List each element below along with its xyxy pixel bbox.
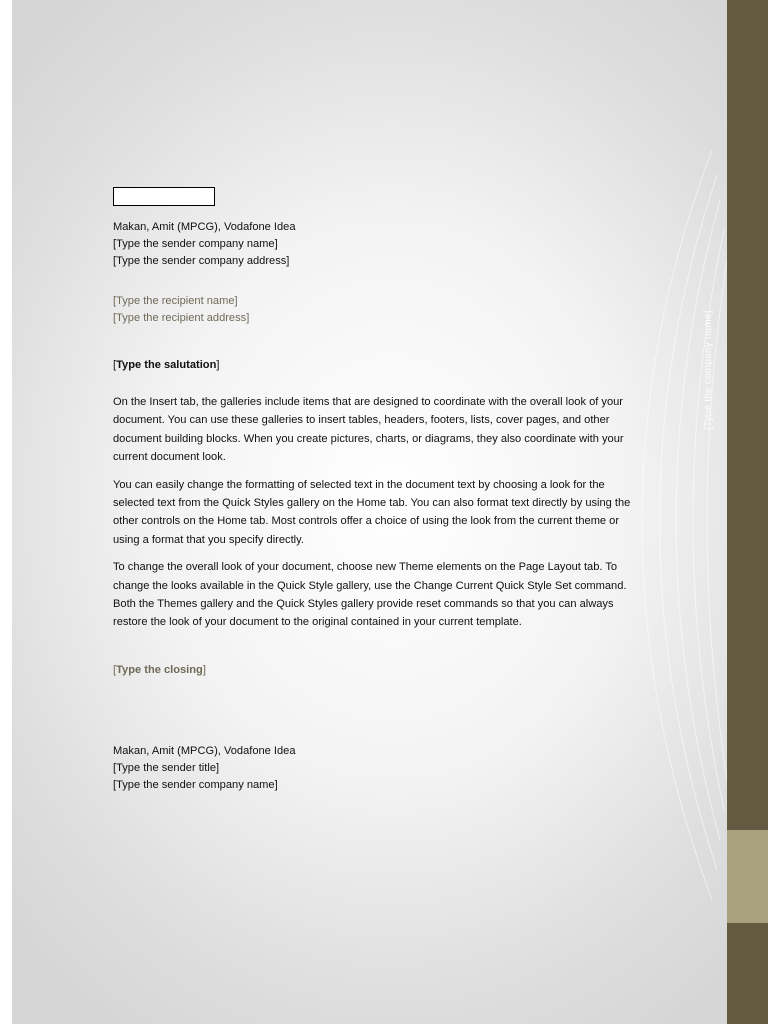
closing-text: Type the closing [116, 663, 203, 676]
body-paragraph[interactable]: On the Insert tab, the galleries include items that are designed to coordinate with the overall look of your document. You can use these galleries to insert tables, headers, footers, lists, cover pages, and other document building blocks. When you create pictures, charts, or diagrams, they also coordinate with your current document look. [113, 396, 624, 464]
recipient-block [113, 293, 633, 327]
salutation-open-bracket: [ [113, 359, 117, 371]
closing[interactable] [113, 662, 633, 679]
salutation[interactable] [113, 357, 633, 374]
signature-block [113, 743, 633, 794]
sidebar-company-name[interactable]: [Type the company name] [703, 310, 714, 430]
signature-name[interactable]: Makan, Amit (MPCG), Vodafone Idea [113, 744, 296, 757]
closing-close-bracket: ] [202, 663, 206, 676]
closing-open-bracket: [ [113, 663, 117, 676]
body-paragraph[interactable]: To change the overall look of your document, choose new Theme elements on the Page Layout tab. To change the looks available in the Quick Style gallery, use the Change Current Quick Style Set command. Both the Themes gallery and the Quick Styles gallery provide reset commands so that you can always restore the look of your document to the original contained in your current template. [113, 561, 627, 629]
letter-body [113, 393, 633, 632]
salutation-close-bracket: ] [216, 359, 220, 371]
sidebar-accent-block [727, 830, 768, 923]
recipient-name[interactable]: [Type the recipient name] [113, 295, 238, 307]
salutation-text: Type the salutation [116, 359, 217, 371]
sender-company-name[interactable]: [Type the sender company name] [113, 238, 278, 250]
sender-name[interactable]: Makan, Amit (MPCG), Vodafone Idea [113, 221, 296, 233]
sender-block [113, 219, 633, 270]
letter-content [113, 219, 633, 794]
signature-company-name[interactable]: [Type the sender company name] [113, 778, 278, 791]
date-field[interactable] [113, 187, 215, 206]
body-paragraph[interactable]: You can easily change the formatting of selected text in the document text by choosing a look for the selected text from the Quick Styles gallery on the Home tab. You can also format text directly by using the other controls on the Home tab. Most controls offer a choice of using the look from the current theme or using a format that you specify directly. [113, 478, 631, 546]
recipient-address[interactable]: [Type the recipient address] [113, 312, 250, 324]
sender-company-address[interactable]: [Type the sender company address] [113, 255, 290, 267]
signature-title[interactable]: [Type the sender title] [113, 761, 220, 774]
